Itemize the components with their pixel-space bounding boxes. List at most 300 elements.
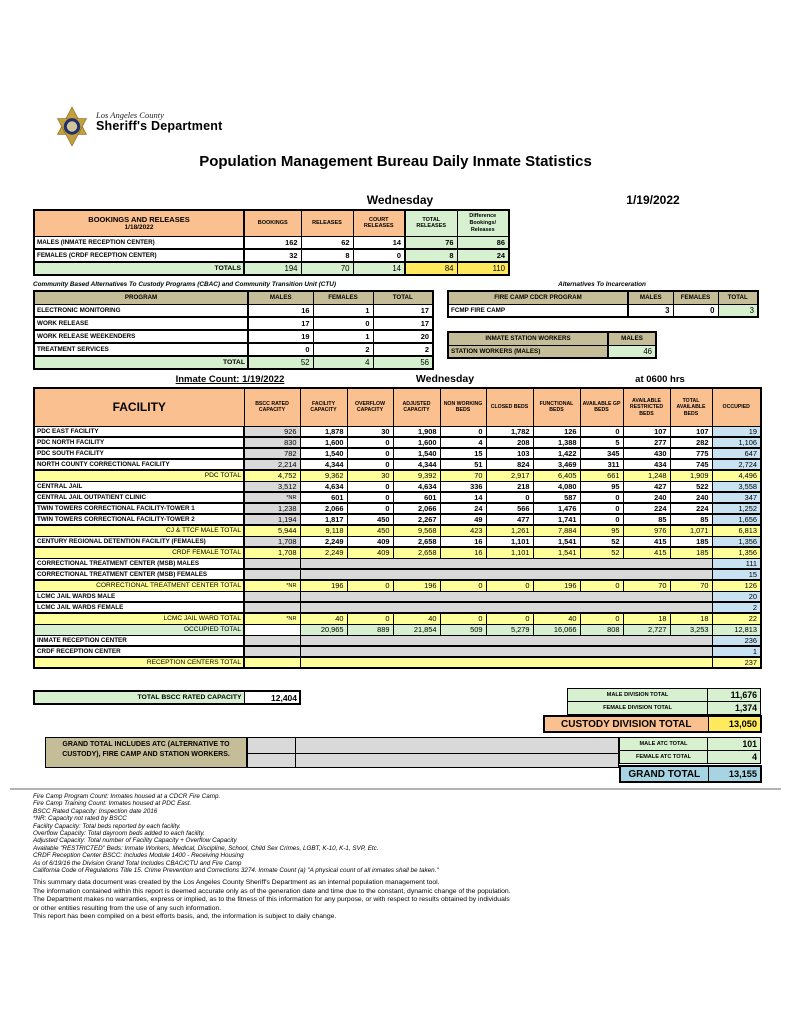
value-cell: 1,101 bbox=[486, 536, 533, 547]
value-cell: 24 bbox=[457, 249, 509, 262]
grand-total-note-line2: CUSTODY), FIRE CAMP AND STATION WORKERS. bbox=[62, 751, 230, 759]
bscc-cell: 5,944 bbox=[244, 525, 300, 536]
col-males: MALES bbox=[608, 332, 656, 345]
custody-division-total bbox=[543, 715, 762, 733]
value-cell: 415 bbox=[623, 536, 670, 547]
facility-row bbox=[34, 635, 761, 646]
value-cell: 16 bbox=[440, 547, 486, 558]
value-cell: 0 bbox=[347, 492, 393, 503]
value-cell: 194 bbox=[244, 262, 301, 275]
value-cell: 18 bbox=[670, 613, 712, 624]
value-cell: 2,658 bbox=[393, 547, 440, 558]
bscc-cell: 1,708 bbox=[244, 536, 300, 547]
bscc-cell bbox=[244, 558, 300, 569]
facility-row bbox=[34, 503, 761, 514]
facility-row bbox=[34, 459, 761, 470]
facility-statistics-table bbox=[33, 387, 762, 669]
value-cell: 40 bbox=[300, 613, 347, 624]
value-cell: 30 bbox=[347, 470, 393, 481]
value-cell: 3,469 bbox=[533, 459, 580, 470]
value-cell: 415 bbox=[623, 547, 670, 558]
facility-name: CRDF RECEPTION CENTER bbox=[34, 646, 244, 657]
bscc-cell: 926 bbox=[244, 426, 300, 437]
value-cell: 70 bbox=[623, 580, 670, 591]
value-cell: 0 bbox=[347, 448, 393, 459]
footnote-line: CRDF Reception Center BSCC: Includes Module 1400 - Receiving Housing bbox=[33, 852, 244, 860]
footnotes bbox=[33, 793, 439, 874]
value-cell: 423 bbox=[440, 525, 486, 536]
value-cell: 2 bbox=[313, 343, 373, 356]
value-cell: 30 bbox=[347, 426, 393, 437]
occupied-cell: 1,106 bbox=[712, 437, 761, 448]
bookings-releases-table bbox=[33, 209, 510, 276]
bscc-cell bbox=[244, 635, 300, 646]
bscc-cell: *NR bbox=[244, 580, 300, 591]
value-cell: 17 bbox=[373, 317, 433, 330]
facility-row bbox=[34, 624, 761, 635]
value-cell: 196 bbox=[393, 580, 440, 591]
col-court-releases: COURT RELEASES bbox=[353, 210, 405, 236]
value-cell: 18 bbox=[623, 613, 670, 624]
value-cell: 0 bbox=[486, 492, 533, 503]
cbac-row bbox=[34, 330, 433, 343]
female-division-value: 1,374 bbox=[708, 702, 761, 715]
custody-total-value: 13,050 bbox=[708, 716, 761, 732]
male-division-value: 11,676 bbox=[708, 689, 761, 702]
value-cell: 282 bbox=[670, 437, 712, 448]
value-cell: 2,917 bbox=[486, 470, 533, 481]
value-cell: 95 bbox=[580, 481, 623, 492]
facility-name: INMATE RECEPTION CENTER bbox=[34, 635, 244, 646]
facility-row bbox=[34, 470, 761, 481]
male-atc-value: 101 bbox=[708, 738, 761, 751]
occupied-cell: 126 bbox=[712, 580, 761, 591]
col-males: MALES bbox=[628, 291, 673, 304]
merged-cell bbox=[300, 657, 712, 668]
value-cell: 6,405 bbox=[533, 470, 580, 481]
bscc-cell bbox=[244, 602, 300, 613]
value-cell: 162 bbox=[244, 236, 301, 249]
value-cell: 103 bbox=[486, 448, 533, 459]
column-header: AVAILABLE RESTRICTED BEDS bbox=[623, 388, 670, 426]
value-cell: 1,248 bbox=[623, 470, 670, 481]
footnote-line: BSCC Rated Capacity: Inspection date 2016 bbox=[33, 807, 158, 815]
value-cell: 601 bbox=[393, 492, 440, 503]
value-cell: 20,965 bbox=[300, 624, 347, 635]
female-division-label: FEMALE DIVISION TOTAL bbox=[568, 702, 708, 715]
value-cell: 522 bbox=[670, 481, 712, 492]
facility-name: PDC TOTAL bbox=[34, 470, 244, 481]
col-total-releases: TOTAL RELEASES bbox=[405, 210, 457, 236]
facility-name: LCMC JAIL WARDS FEMALE bbox=[34, 602, 244, 613]
value-cell: 4 bbox=[313, 356, 373, 369]
grand-total-table bbox=[619, 765, 762, 783]
disclaimer bbox=[33, 879, 511, 922]
value-cell: 409 bbox=[347, 547, 393, 558]
value-cell: 1,071 bbox=[670, 525, 712, 536]
value-cell: 196 bbox=[300, 580, 347, 591]
value-cell: 0 bbox=[440, 613, 486, 624]
disclaimer-line: This report has been compiled on a best efforts basis, and, the information is subject to daily change. bbox=[33, 913, 337, 921]
value-cell: 14 bbox=[353, 236, 405, 249]
value-cell: 1,476 bbox=[533, 503, 580, 514]
occupied-cell: 12,813 bbox=[712, 624, 761, 635]
col-difference: Difference Bookings/ Releases bbox=[457, 210, 509, 236]
value-cell: 9,118 bbox=[300, 525, 347, 536]
bscc-cell: *NR bbox=[244, 613, 300, 624]
bscc-total-value: 12,404 bbox=[244, 691, 300, 704]
occupied-cell: 2,724 bbox=[712, 459, 761, 470]
cbac-row bbox=[34, 343, 433, 356]
footnote-line: Facility Capacity: Total beds reported by each facility. bbox=[33, 822, 181, 830]
value-cell: 3 bbox=[628, 304, 673, 317]
value-cell: 86 bbox=[457, 236, 509, 249]
value-cell: 0 bbox=[486, 580, 533, 591]
value-cell: 240 bbox=[670, 492, 712, 503]
value-cell: 0 bbox=[347, 580, 393, 591]
bscc-total-label: TOTAL BSCC RATED CAPACITY bbox=[34, 691, 244, 704]
value-cell: 4,634 bbox=[300, 481, 347, 492]
bookings-title: BOOKINGS AND RELEASES bbox=[88, 214, 190, 224]
value-cell: 0 bbox=[673, 304, 718, 317]
occupied-cell: 1 bbox=[712, 646, 761, 657]
column-header: FACILITY CAPACITY bbox=[300, 388, 347, 426]
occupied-cell: 237 bbox=[712, 657, 761, 668]
value-cell: 0 bbox=[248, 343, 313, 356]
facility-name: CRDF FEMALE TOTAL bbox=[34, 547, 244, 558]
facility-name: CORRECTIONAL TREATMENT CENTER (MSB) FEMALES bbox=[34, 569, 244, 580]
value-cell: 9,362 bbox=[300, 470, 347, 481]
facility-row bbox=[34, 613, 761, 624]
value-cell: 16,066 bbox=[533, 624, 580, 635]
value-cell: 477 bbox=[486, 514, 533, 525]
merged-cell bbox=[300, 569, 712, 580]
value-cell: 434 bbox=[623, 459, 670, 470]
value-cell: 1,600 bbox=[393, 437, 440, 448]
row-label: TOTAL bbox=[34, 356, 248, 369]
value-cell: 2,066 bbox=[393, 503, 440, 514]
value-cell: 110 bbox=[457, 262, 509, 275]
column-header: FUNCTIONAL BEDS bbox=[533, 388, 580, 426]
bscc-total-row bbox=[34, 691, 300, 704]
col-fire-camp-program: FIRE CAMP CDCR PROGRAM bbox=[448, 291, 628, 304]
value-cell: 2 bbox=[373, 343, 433, 356]
value-cell: 107 bbox=[623, 426, 670, 437]
value-cell: 17 bbox=[248, 317, 313, 330]
cbac-row bbox=[34, 304, 433, 317]
col-males: MALES bbox=[248, 291, 313, 304]
station-workers-row bbox=[448, 345, 656, 358]
facility-name: PDC NORTH FACILITY bbox=[34, 437, 244, 448]
bookings-header-row bbox=[34, 210, 509, 236]
facility-row bbox=[34, 536, 761, 547]
value-cell: 409 bbox=[347, 536, 393, 547]
value-cell: 0 bbox=[580, 580, 623, 591]
value-cell: 46 bbox=[608, 345, 656, 358]
facility-row bbox=[34, 426, 761, 437]
row-label: MALES (INMATE RECEPTION CENTER) bbox=[34, 236, 244, 249]
value-cell: 1,261 bbox=[486, 525, 533, 536]
value-cell: 2,249 bbox=[300, 547, 347, 558]
cbac-section-title: Community Based Alternatives To Custody Programs (CBAC) and Community Transition Unit (CTU) bbox=[33, 281, 336, 288]
bookings-row bbox=[34, 249, 509, 262]
female-atc-row bbox=[620, 751, 761, 764]
bookings-subtitle: 1/18/2022 bbox=[124, 223, 154, 231]
agency-county-text: Los Angeles County bbox=[96, 110, 164, 120]
value-cell: 0 bbox=[347, 613, 393, 624]
bscc-cell bbox=[244, 646, 300, 657]
value-cell: 0 bbox=[347, 437, 393, 448]
value-cell: 1,600 bbox=[300, 437, 347, 448]
value-cell: 0 bbox=[580, 492, 623, 503]
male-division-label: MALE DIVISION TOTAL bbox=[568, 689, 708, 702]
value-cell: 15 bbox=[440, 448, 486, 459]
value-cell: 7,884 bbox=[533, 525, 580, 536]
value-cell: 224 bbox=[670, 503, 712, 514]
column-header: TOTAL AVAILABLE BEDS bbox=[670, 388, 712, 426]
occupied-cell: 19 bbox=[712, 426, 761, 437]
agency-name bbox=[96, 111, 222, 133]
value-cell: 62 bbox=[301, 236, 353, 249]
value-cell: 17 bbox=[373, 304, 433, 317]
value-cell: 824 bbox=[486, 459, 533, 470]
female-division-row bbox=[568, 702, 761, 715]
disclaimer-line: or other entities resulting from the use of any such information. bbox=[33, 904, 222, 912]
merged-cell bbox=[300, 646, 712, 657]
footnote-line: *NR: Capacity not rated by BSCC bbox=[33, 815, 127, 823]
value-cell: 4,344 bbox=[393, 459, 440, 470]
column-header: BSCC RATED CAPACITY bbox=[244, 388, 300, 426]
value-cell: 311 bbox=[580, 459, 623, 470]
row-label: TOTALS bbox=[34, 262, 244, 275]
facility-name: PDC EAST FACILITY bbox=[34, 426, 244, 437]
footnote-line: Available "RESTRICTED" Beds: Inmate Workers, Medical, Discipline, School, Child Sex Crimes, LGBT, K-10, K-1, SVP, Etc. bbox=[33, 844, 379, 852]
value-cell: 745 bbox=[670, 459, 712, 470]
row-label: FEMALES (CRDF RECEPTION CENTER) bbox=[34, 249, 244, 262]
facility-row bbox=[34, 646, 761, 657]
value-cell: 8 bbox=[301, 249, 353, 262]
value-cell: 9,392 bbox=[393, 470, 440, 481]
value-cell: 2,267 bbox=[393, 514, 440, 525]
bscc-cell: 3,512 bbox=[244, 481, 300, 492]
value-cell: 450 bbox=[347, 514, 393, 525]
facility-name: TWIN TOWERS CORRECTIONAL FACILITY-TOWER 2 bbox=[34, 514, 244, 525]
value-cell: 56 bbox=[373, 356, 433, 369]
value-cell: 14 bbox=[440, 492, 486, 503]
facility-name: LCMC JAIL WARD TOTAL bbox=[34, 613, 244, 624]
facility-row bbox=[34, 591, 761, 602]
bookings-title-cell bbox=[34, 210, 244, 236]
fire-camp-table bbox=[447, 290, 759, 318]
division-totals-table bbox=[567, 688, 761, 715]
bscc-cell bbox=[244, 624, 300, 635]
value-cell: 240 bbox=[623, 492, 670, 503]
facility-row bbox=[34, 481, 761, 492]
value-cell: 1,741 bbox=[533, 514, 580, 525]
value-cell: 889 bbox=[347, 624, 393, 635]
facility-row bbox=[34, 569, 761, 580]
facility-name: LCMC JAIL WARDS MALE bbox=[34, 591, 244, 602]
value-cell: 2,658 bbox=[393, 536, 440, 547]
bookings-totals-row bbox=[34, 262, 509, 275]
report-weekday: Wednesday bbox=[366, 193, 434, 207]
value-cell: 52 bbox=[580, 536, 623, 547]
occupied-cell: 20 bbox=[712, 591, 761, 602]
weekday-caption: Wednesday bbox=[415, 373, 475, 385]
value-cell: 1,782 bbox=[486, 426, 533, 437]
grand-total-note bbox=[45, 737, 247, 768]
value-cell: 1,908 bbox=[393, 426, 440, 437]
occupied-cell: 2 bbox=[712, 602, 761, 613]
value-cell: 95 bbox=[580, 525, 623, 536]
value-cell: 8 bbox=[405, 249, 457, 262]
value-cell: 0 bbox=[440, 426, 486, 437]
occupied-cell: 15 bbox=[712, 569, 761, 580]
value-cell: 70 bbox=[301, 262, 353, 275]
value-cell: 345 bbox=[580, 448, 623, 459]
occupied-cell: 1,356 bbox=[712, 547, 761, 558]
value-cell: 21,854 bbox=[393, 624, 440, 635]
footnote-line: Adjusted Capacity: Total number of Facility Capacity + Overflow Capacity bbox=[33, 837, 237, 845]
value-cell: 1 bbox=[313, 330, 373, 343]
value-cell: 4 bbox=[440, 437, 486, 448]
value-cell: 1 bbox=[313, 304, 373, 317]
inmate-count-caption: Inmate Count: 1/19/2022 bbox=[175, 374, 285, 385]
grand-total-row bbox=[620, 766, 761, 782]
value-cell: 2,727 bbox=[623, 624, 670, 635]
page-title: Population Management Bureau Daily Inmate Statistics bbox=[199, 153, 592, 170]
bscc-cell: 2,214 bbox=[244, 459, 300, 470]
value-cell: 0 bbox=[580, 514, 623, 525]
value-cell: 5 bbox=[580, 437, 623, 448]
value-cell: 32 bbox=[244, 249, 301, 262]
female-atc-value: 4 bbox=[708, 751, 761, 764]
male-division-row bbox=[568, 689, 761, 702]
value-cell: 70 bbox=[440, 470, 486, 481]
value-cell: 84 bbox=[405, 262, 457, 275]
row-label: WORK RELEASE bbox=[34, 317, 248, 330]
facility-name: PDC SOUTH FACILITY bbox=[34, 448, 244, 459]
column-header: CLOSED BEDS bbox=[486, 388, 533, 426]
col-females: FEMALES bbox=[313, 291, 373, 304]
facility-row bbox=[34, 657, 761, 668]
value-cell: 2,066 bbox=[300, 503, 347, 514]
occupied-cell: 111 bbox=[712, 558, 761, 569]
facility-row bbox=[34, 558, 761, 569]
value-cell: 509 bbox=[440, 624, 486, 635]
cbac-header-row bbox=[34, 291, 433, 304]
occupied-cell: 647 bbox=[712, 448, 761, 459]
cbac-totals-row bbox=[34, 356, 433, 369]
value-cell: 196 bbox=[533, 580, 580, 591]
disclaimer-line: The information contained within this report is deemed accurate only as of the generation date and time due to the constant, dynamic change of the population. bbox=[33, 887, 511, 895]
bookings-row bbox=[34, 236, 509, 249]
value-cell: 5,279 bbox=[486, 624, 533, 635]
value-cell: 14 bbox=[353, 262, 405, 275]
occupied-cell: 22 bbox=[712, 613, 761, 624]
disclaimer-line: This summary data document was created by the Los Angeles County Sheriff's Department as an internal population management tool. bbox=[33, 879, 440, 886]
sheriff-star-icon bbox=[52, 106, 92, 153]
facility-name: CENTRAL JAIL bbox=[34, 481, 244, 492]
bscc-cell: 4,752 bbox=[244, 470, 300, 481]
value-cell: 0 bbox=[313, 317, 373, 330]
facility-name: CJ & TTCF MALE TOTAL bbox=[34, 525, 244, 536]
value-cell: 49 bbox=[440, 514, 486, 525]
value-cell: 587 bbox=[533, 492, 580, 503]
value-cell: 277 bbox=[623, 437, 670, 448]
bscc-cell: 782 bbox=[244, 448, 300, 459]
value-cell: 976 bbox=[623, 525, 670, 536]
value-cell: 218 bbox=[486, 481, 533, 492]
footnote-line: Fire Camp Training Count: Inmates housed at PDC East. bbox=[33, 800, 192, 808]
occupied-cell: 3,558 bbox=[712, 481, 761, 492]
merged-cell bbox=[300, 591, 712, 602]
bscc-cell: 1,238 bbox=[244, 503, 300, 514]
value-cell: 0 bbox=[347, 503, 393, 514]
count-time-caption: at 0600 hrs bbox=[635, 374, 685, 385]
facility-header-row bbox=[34, 388, 761, 426]
custody-total-label: CUSTODY DIVISION TOTAL bbox=[544, 716, 708, 732]
occupied-cell: 1,252 bbox=[712, 503, 761, 514]
report-date: 1/19/2022 bbox=[626, 193, 680, 207]
col-inmate-station-workers: INMATE STATION WORKERS bbox=[448, 332, 608, 345]
station-workers-table bbox=[447, 331, 657, 359]
footnote-line: As of 6/19/16 the Division Grand Total Includes CBAC/CTU and Fire Camp bbox=[33, 859, 242, 867]
merged-cell bbox=[300, 635, 712, 646]
value-cell: 4,080 bbox=[533, 481, 580, 492]
value-cell: 1,101 bbox=[486, 547, 533, 558]
occupied-cell: 236 bbox=[712, 635, 761, 646]
value-cell: 1,909 bbox=[670, 470, 712, 481]
value-cell: 9,568 bbox=[393, 525, 440, 536]
bscc-cell: 1,708 bbox=[244, 547, 300, 558]
col-bookings: BOOKINGS bbox=[244, 210, 301, 236]
value-cell: 3,253 bbox=[670, 624, 712, 635]
col-program: PROGRAM bbox=[34, 291, 248, 304]
grand-total-label: GRAND TOTAL bbox=[620, 766, 708, 782]
fire-camp-row bbox=[448, 304, 758, 317]
grand-total-note-line1: GRAND TOTAL INCLUDES ATC (ALTERNATIVE TO bbox=[62, 741, 230, 748]
value-cell: 40 bbox=[393, 613, 440, 624]
value-cell: 0 bbox=[580, 503, 623, 514]
facility-name: OCCUPIED TOTAL bbox=[34, 624, 244, 635]
footnote-line: California Code of Regulations Title 15. Crime Prevention and Corrections 3274. Inmate Count (a) "A physical count of all inmates shall be taken." bbox=[33, 867, 439, 875]
value-cell: 1,878 bbox=[300, 426, 347, 437]
value-cell: 1,541 bbox=[533, 536, 580, 547]
facility-row bbox=[34, 448, 761, 459]
column-header: ADJUSTED CAPACITY bbox=[393, 388, 440, 426]
occupied-cell: 6,813 bbox=[712, 525, 761, 536]
value-cell: 85 bbox=[670, 514, 712, 525]
facility-name: TWIN TOWERS CORRECTIONAL FACILITY-TOWER 1 bbox=[34, 503, 244, 514]
row-label: ELECTRONIC MONITORING bbox=[34, 304, 248, 317]
column-header: OCCUPIED bbox=[712, 388, 761, 426]
value-cell: 808 bbox=[580, 624, 623, 635]
column-header: OVERFLOW CAPACITY bbox=[347, 388, 393, 426]
value-cell: 0 bbox=[486, 613, 533, 624]
col-total: TOTAL bbox=[718, 291, 758, 304]
value-cell: 2,249 bbox=[300, 536, 347, 547]
value-cell: 40 bbox=[533, 613, 580, 624]
column-header: NON WORKING BEDS bbox=[440, 388, 486, 426]
value-cell: 566 bbox=[486, 503, 533, 514]
value-cell: 430 bbox=[623, 448, 670, 459]
facility-row bbox=[34, 492, 761, 503]
value-cell: 775 bbox=[670, 448, 712, 459]
custody-total-row bbox=[544, 716, 761, 732]
cbac-row bbox=[34, 317, 433, 330]
facility-row bbox=[34, 437, 761, 448]
